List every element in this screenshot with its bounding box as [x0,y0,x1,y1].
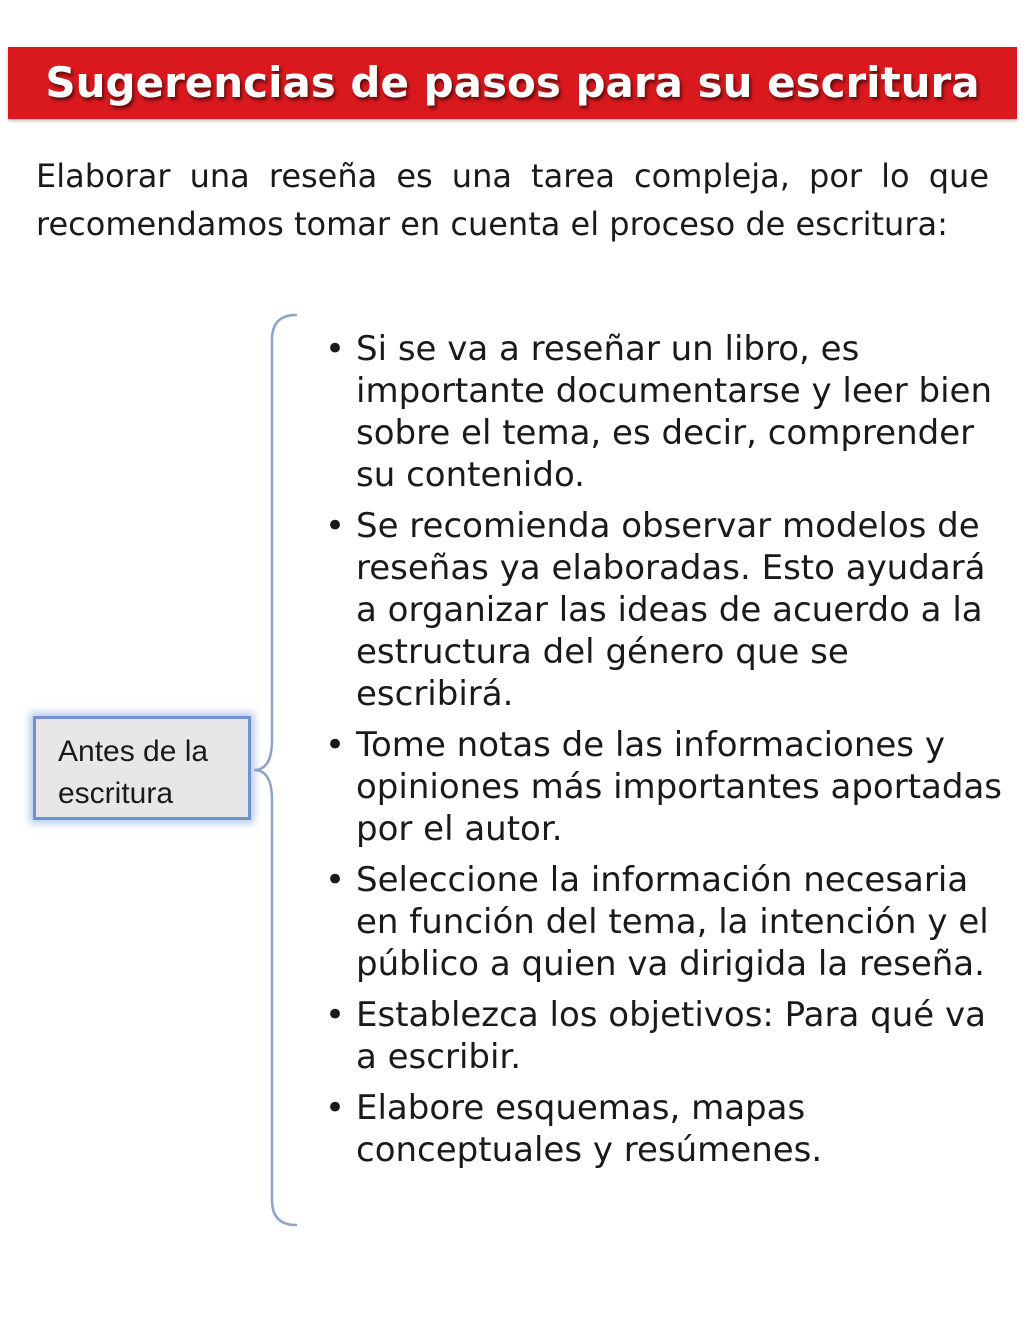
stage-box [33,716,251,820]
intro-paragraph: Elaborar una reseña es una tarea compleja, por lo que recomendamos tomar en cuenta el proceso de escritura: [36,157,989,243]
bullet-dot-icon: • [325,506,346,546]
page-title: Sugerencias de pasos para su escritura [45,58,980,107]
stage-label: Antes de la escritura [58,735,209,810]
list-item [325,505,1005,715]
list-item-text: Se recomienda observar modelos de reseñas ya elaboradas. Esto ayudará a organizar las ideas de acuerdo a la estructura del género que se escribirá. [356,506,986,714]
bullet-dot-icon: • [325,860,346,900]
list-item-text: Establezca los objetivos: Para qué va a escribir. [356,995,986,1077]
list-item [325,328,1005,496]
list-item-text: Seleccione la información necesaria en función del tema, la intención y el público a quien va dirigida la reseña. [356,860,989,984]
bullet-list [325,328,1005,1180]
header-bar [8,47,1017,119]
list-item [325,859,1005,985]
list-item [325,1087,1005,1171]
brace-path [254,315,296,1225]
list-item-text: Elabore esquemas, mapas conceptuales y resúmenes. [356,1088,823,1170]
bullet-dot-icon: • [325,725,346,765]
bullet-dot-icon: • [325,995,346,1035]
bullet-dot-icon: • [325,1088,346,1128]
bullet-dot-icon: • [325,329,346,369]
list-item-text: Si se va a reseñar un libro, es importante documentarse y leer bien sobre el tema, es decir, comprender su contenido. [356,329,992,495]
list-item [325,994,1005,1078]
list-item-text: Tome notas de las informaciones y opiniones más importantes aportadas por el autor. [356,725,1002,849]
list-item [325,724,1005,850]
curly-brace-icon [250,312,302,1228]
